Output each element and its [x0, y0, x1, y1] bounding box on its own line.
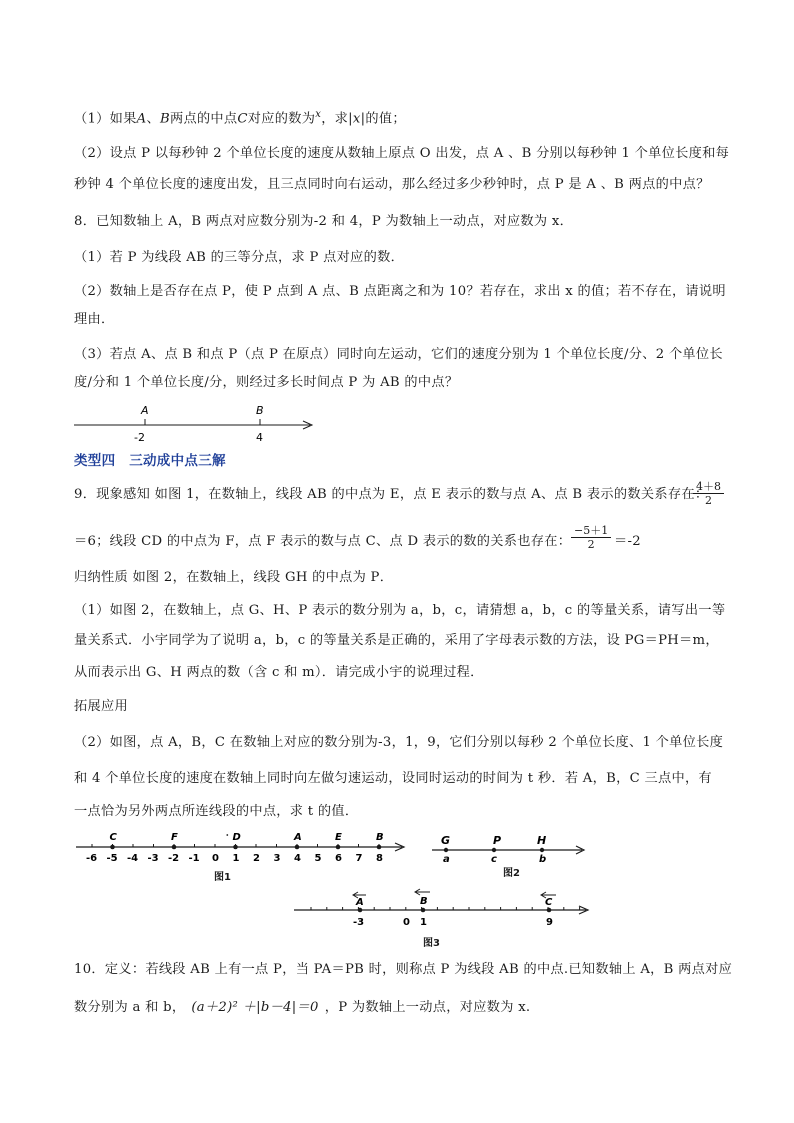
q10-line1: 10．定义：若线段 AB 上有一点 P，当 PA＝PB 时，则称点 P 为线段 AB 的中点.已知数轴上 A，B 两点对应 [74, 962, 733, 977]
fig1-tick-label: 8 [376, 853, 383, 864]
fig-top-label-b: B [256, 404, 264, 417]
fig-number-line-ab [70, 398, 330, 448]
q9-part2-line2: 和 4 个单位长度的速度在数轴上同时向左做匀速运动，设同时运动的时间为 t 秒．若 A，B，C 三点中，有 [74, 771, 712, 786]
fig2-value-a: a [443, 854, 450, 865]
fig2-value-c: c [491, 854, 497, 865]
fig1-point-b [377, 845, 382, 850]
q7-part2-line2: 秒钟 4 个单位长度的速度出发，且三点同时向右运动，那么经过多少秒钟时，点 P 是 A 、B 两点的中点？ [74, 177, 710, 192]
fig1-tick-label: 3 [273, 853, 281, 864]
fig3-point-a [358, 908, 363, 913]
fig3-tick-neg3: -3 [353, 917, 365, 928]
fig3-point-b [421, 908, 426, 913]
fig1-tick-label: 7 [355, 853, 363, 864]
figure-3 [292, 888, 592, 934]
fig1-tick-label: 5 [314, 853, 322, 864]
fig3-arrow-b [415, 889, 430, 895]
q8-stem: 8．已知数轴上 A，B 两点对应数分别为-2 和 4，P 为数轴上一动点，对应数为 x． [74, 214, 574, 229]
fig1-tick-label: 0 [212, 853, 219, 864]
fig-top-label-a: A [141, 404, 149, 417]
fig2-point-h [540, 848, 544, 852]
q9-part2-line1: （2）如图，点 A，B，C 在数轴上对应的数分别为-3，1，9，它们分别以每秒 2 个单位长度、1 个单位长度 [74, 735, 724, 750]
section-heading: 类型四 三动成中点三解 [74, 453, 226, 469]
fig1-tick-label: -5 [106, 853, 118, 864]
fig1-point-d [233, 845, 238, 850]
q9-part1-line3: 从而表示出 G、H 两点的数（含 c 和 m）．请完成小宇的说理过程． [74, 665, 484, 680]
fig2-point-p [492, 848, 496, 852]
fig1-point-f [172, 845, 177, 850]
figure-2 [430, 830, 590, 866]
fig3-tick-0: 0 [403, 917, 410, 928]
fig1-point-label-e: E [335, 832, 342, 843]
q7-part2-line1: （2）设点 P 以每秒钟 2 个单位长度的速度从数轴上原点 O 出发，点 A 、B 分别以每秒钟 1 个单位长度和每 [74, 146, 730, 161]
fig1-point-e [336, 845, 341, 850]
fig3-tick-1: 1 [420, 917, 427, 928]
fig-top-tick-neg2: -2 [134, 431, 145, 444]
q9-stem-line2: ＝6；线段 CD 的中点为 F，点 F 表示的数与点 C、点 D 表示的数的关系也存在： [74, 534, 572, 549]
fig1-tick-label: -2 [168, 853, 180, 864]
fig-top-tick-4: 4 [256, 431, 263, 444]
q8-part2-line1: （2）数轴上是否存在点 P，使 P 点到 A 点、B 点距离之和为 10？若存在，求出 x 的值；若不存在，请说明 [74, 284, 726, 299]
fig1-point-label-c: C [109, 832, 117, 843]
q10-line2: 数分别为 a 和 b， (a＋2)² ＋|b－4|＝0 ，P 为数轴上一动点，对应数为 x. [74, 1000, 531, 1015]
fig3-label-b: B [420, 896, 428, 907]
fig1-point-label-b: B [376, 832, 384, 843]
fig3-label-a: A [356, 897, 364, 908]
figure-2-caption: 图2 [503, 868, 520, 879]
fig1-point-label-a: A [294, 832, 302, 843]
fig1-tick-label: -6 [86, 853, 98, 864]
fig1-tick-label: 1 [232, 853, 240, 864]
fig2-value-b: b [539, 854, 547, 865]
fig1-point-label-f: F [171, 832, 178, 843]
figure-3-caption: 图3 [423, 938, 440, 949]
fig1-point-a [295, 845, 300, 850]
fig1-tick-label: 4 [294, 853, 301, 864]
figure-1 [74, 826, 410, 876]
fig3-tick-9: 9 [546, 917, 553, 928]
fig1-tick-label: 6 [335, 853, 342, 864]
q8-part3-line1: （3）若点 A、点 B 和点 P（点 P 在原点）同时向左运动，它们的速度分别为 1 个单位长度/分、2 个单位长 [74, 347, 723, 362]
fraction-2: $\frac{-5+1}{2}$ [571, 524, 611, 551]
q8-part1: （1）若 P 为线段 AB 的三等分点，求 P 点对应的数． [74, 250, 405, 265]
fig3-label-c: C [545, 897, 553, 908]
fig2-label-g: G [441, 834, 451, 847]
q8-part3-line2: 度/分和 1 个单位长度/分，则经过多长时间点 P 为 AB 的中点？ [74, 375, 459, 390]
fig2-point-g [444, 848, 448, 852]
q9-extension-label: 拓展应用 [74, 699, 128, 714]
q9-part2-line3: 一点恰为另外两点所连线段的中点，求 t 的值． [74, 804, 359, 819]
fig3-point-c [547, 908, 552, 913]
fig2-label-h: H [537, 834, 547, 847]
fraction-1: $\frac{4+8}{2}$ [693, 480, 724, 507]
q9-stem-line1: 9．现象感知 如图 1，在数轴上，线段 AB 的中点为 E，点 E 表示的数与点 A、点 B 表示的数关系存在： [74, 487, 709, 502]
fig1-point-label-d: D [232, 832, 241, 843]
q9-part1-line1: （1）如图 2，在数轴上，点 G、H、P 表示的数分别为 a，b，c，请猜想 a，b，c 的等量关系，请写出一等 [74, 603, 726, 618]
q8-part2-line2: 理由． [74, 312, 115, 327]
q7-part1: （1）如果A、B两点的中点C对应的数为$^x$，求|x|的值； [74, 109, 406, 127]
q9-stem-line2-result: ＝-2 [614, 534, 641, 549]
fig1-tick-label: 2 [253, 853, 260, 864]
q9-part1-line2: 量关系式．小宇同学为了说明 a，b，c 的等量关系是正确的，采用了字母表示数的方法，设 PG＝PH＝m， [74, 633, 719, 648]
fig1-tick-label: -3 [147, 853, 159, 864]
figure-1-caption: 图1 [214, 872, 231, 883]
fig1-point-c [110, 845, 115, 850]
fig1-tick-label: -1 [188, 853, 200, 864]
q9-property: 归纳性质 如图 2，在数轴上，线段 GH 的中点为 P． [74, 570, 394, 585]
fig2-label-p: P [493, 834, 502, 847]
fig1-stray-mark [226, 834, 228, 836]
fig1-tick-label: -4 [127, 853, 139, 864]
